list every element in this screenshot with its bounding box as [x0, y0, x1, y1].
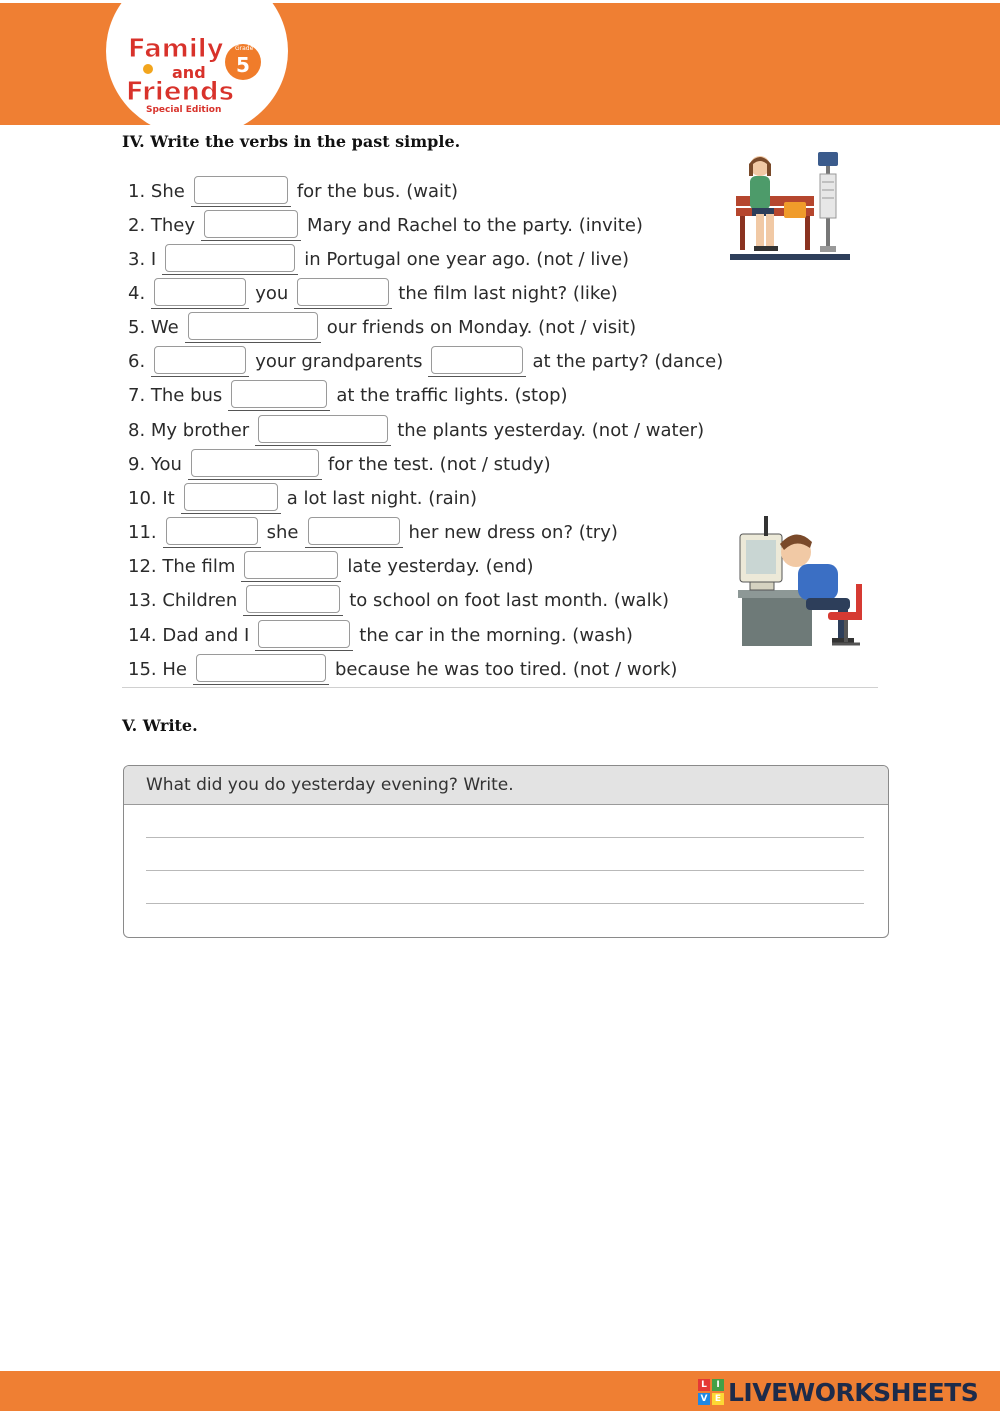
logo-line2: and: [172, 63, 206, 82]
exercise-line-6: [128, 344, 723, 378]
answer-gap: [162, 244, 298, 275]
line-text: 13. Children: [128, 589, 238, 611]
liveworksheets-brand: LIVEWORKSHEETS: [728, 1377, 979, 1407]
exercise-line-2: [128, 208, 643, 242]
line-text: 5. We: [128, 316, 179, 338]
line-text: 8. My brother: [128, 419, 250, 441]
exercise-line-3: [128, 242, 629, 276]
exercise-line-4: [128, 276, 618, 310]
mark-letter: I: [712, 1379, 724, 1391]
answer-input-4b[interactable]: [297, 278, 389, 306]
answer-gap: [188, 449, 322, 480]
line-text: because he was too tired. (not / work): [334, 658, 678, 680]
line-text: the plants yesterday. (not / water): [397, 419, 705, 441]
answer-input-4a[interactable]: [154, 278, 246, 306]
answer-gap: [305, 517, 403, 548]
mark-letter: E: [712, 1393, 724, 1405]
answer-gap: [201, 210, 301, 241]
exercise-line-10: [128, 481, 477, 515]
answer-input-7[interactable]: [231, 380, 327, 408]
answer-gap: [255, 415, 391, 446]
answer-gap: [185, 312, 321, 343]
line-text: 14. Dad and I: [128, 624, 250, 646]
line-text: she: [266, 521, 299, 543]
line-text: 7. The bus: [128, 384, 223, 406]
liveworksheets-mark-icon: [698, 1379, 724, 1405]
answer-gap: [243, 585, 343, 616]
answer-input-2[interactable]: [204, 210, 298, 238]
answer-gap: [428, 346, 526, 377]
answer-input-15[interactable]: [196, 654, 326, 682]
section-5-title: V. Write.: [122, 716, 198, 735]
answer-input-5[interactable]: [188, 312, 318, 340]
line-text: for the test. (not / study): [327, 453, 551, 475]
exercise-line-12: [128, 549, 534, 583]
line-text: in Portugal one year ago. (not / live): [304, 248, 630, 270]
line-text: you: [255, 282, 289, 304]
section-divider: [122, 687, 878, 688]
answer-gap: [294, 278, 392, 309]
writing-answer-area[interactable]: [144, 810, 866, 928]
answer-gap: [228, 380, 330, 411]
writing-prompt: What did you do yesterday evening? Write.: [124, 766, 888, 805]
answer-input-1[interactable]: [194, 176, 288, 204]
logo-grade-label: Grade: [235, 45, 254, 52]
answer-input-9[interactable]: [191, 449, 319, 477]
exercise-line-7: [128, 378, 568, 412]
bus-stop-illustration: [730, 150, 850, 262]
exercise-line-14: [128, 618, 633, 652]
exercise-line-5: [128, 310, 636, 344]
answer-gap: [163, 517, 261, 548]
answer-gap: [193, 654, 329, 685]
answer-input-6b[interactable]: [431, 346, 523, 374]
line-text: a lot last night. (rain): [286, 487, 478, 509]
answer-gap: [241, 551, 341, 582]
exercise-line-13: [128, 583, 669, 617]
logo-line3: Friends: [126, 77, 235, 107]
line-text: the film last night? (like): [398, 282, 618, 304]
answer-input-12[interactable]: [244, 551, 338, 579]
answer-gap: [151, 278, 249, 309]
answer-input-14[interactable]: [258, 620, 350, 648]
line-text: 4.: [128, 282, 146, 304]
mark-letter: V: [698, 1393, 710, 1405]
logo-line1: Family: [128, 34, 224, 64]
line-text: her new dress on? (try): [408, 521, 618, 543]
mark-letter: L: [698, 1379, 710, 1391]
section-4-title: IV. Write the verbs in the past simple.: [122, 132, 461, 151]
computer-boy-illustration: [732, 514, 874, 650]
exercise-line-9: [128, 447, 551, 481]
line-text: your grandparents: [255, 350, 423, 372]
line-text: our friends on Monday. (not / visit): [326, 316, 637, 338]
line-text: to school on foot last month. (walk): [349, 589, 670, 611]
line-text: Mary and Rachel to the party. (invite): [307, 214, 643, 236]
answer-input-6a[interactable]: [154, 346, 246, 374]
exercise-line-8: [128, 413, 704, 447]
answer-input-10[interactable]: [184, 483, 278, 511]
line-text: 9. You: [128, 453, 182, 475]
liveworksheets-logo: [698, 1377, 978, 1407]
line-text: 15. He: [128, 658, 187, 680]
line-text: for the bus. (wait): [296, 180, 459, 202]
answer-gap: [151, 346, 249, 377]
answer-input-8[interactable]: [258, 415, 388, 443]
answer-gap: [191, 176, 291, 207]
line-text: at the traffic lights. (stop): [336, 384, 568, 406]
line-text: late yesterday. (end): [347, 555, 534, 577]
writing-box: [123, 765, 889, 938]
line-text: 3. I: [128, 248, 157, 270]
answer-input-11b[interactable]: [308, 517, 400, 545]
line-text: at the party? (dance): [532, 350, 724, 372]
answer-input-3[interactable]: [165, 244, 295, 272]
line-text: 11.: [128, 521, 157, 543]
line-text: 10. It: [128, 487, 175, 509]
answer-input-13[interactable]: [246, 585, 340, 613]
answer-gap: [255, 620, 353, 651]
exercise-line-11: [128, 515, 618, 549]
exercise-line-15: [128, 652, 677, 686]
logo-grade-number: 5: [236, 53, 250, 77]
line-text: 2. They: [128, 214, 196, 236]
line-text: 12. The film: [128, 555, 236, 577]
line-text: 1. She: [128, 180, 185, 202]
answer-gap: [181, 483, 281, 514]
answer-input-11a[interactable]: [166, 517, 258, 545]
exercise-line-1: [128, 174, 458, 208]
line-text: the car in the morning. (wash): [359, 624, 633, 646]
line-text: 6.: [128, 350, 146, 372]
logo-edition: Special Edition: [146, 105, 222, 115]
family-and-friends-logo: [122, 30, 272, 116]
